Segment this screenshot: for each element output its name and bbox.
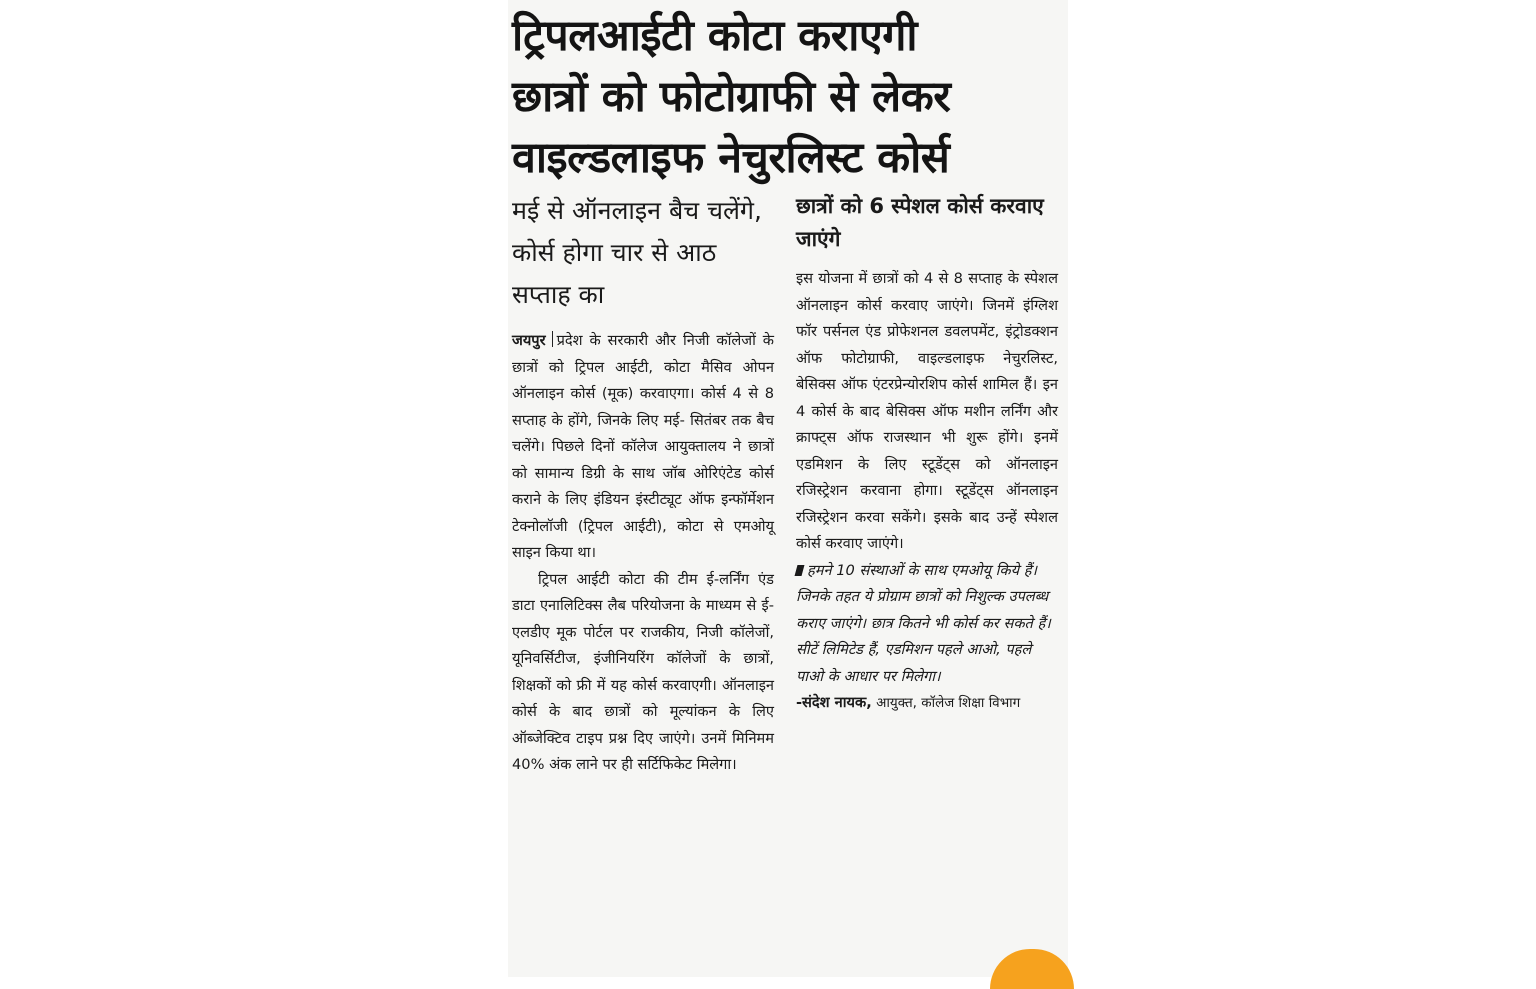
right-paragraph-1: इस योजना में छात्रों को 4 से 8 सप्ताह के स्पेशल ऑनलाइन कोर्स करवाए जाएंगे। जिनमें इंग्लिश फॉर पर्सनल एंड प्रोफेशनल डवलपमेंट, इंट्रोडक्शन ऑफ फोटोग्राफी, वाइल्डलाइफ नेचुरलिस्ट, बेसिक्स ऑफ एंटरप्रेन्योरशिप कोर्स शामिल हैं। इन 4 कोर्स के बाद बेसिक्स ऑफ मशीन लर्निंग और क्राफ्ट्स ऑफ राजस्थान भी शुरू होंगे। इनमें एडमिशन के लिए स्टूडेंट्स को ऑनलाइन रजिस्ट्रेशन करवाना होगा। स्टूडेंट्स ऑनलाइन रजिस्ट्रेशन करवा सकेंगे। इसके बाद उन्हें स्पेशल कोर्स करवाए जाएंगे। (796, 270, 1058, 552)
left-paragraph-2: ट्रिपल आईटी कोटा की टीम ई-लर्निंग एंड डाटा एनालिटिक्स लैब परियोजना के माध्यम से ई- एलडीए मूक पोर्टल पर राजकीय, निजी कॉलेजों, यूनिवर्सिटीज, इंजीनियरिंग कॉलेजों के छात्रों, शिक्षकों को फ्री में यह कोर्स करवाएगी। ऑनलाइन कोर्स के बाद छात्रों को मूल्यांकन के लिए ऑब्जेक्टिव टाइप प्रश्न दिए जाएंगे। उनमें मिनिमम 40% अंक लाने पर ही सर्टिफिकेट मिलेगा। (512, 570, 774, 773)
quote (796, 558, 1058, 691)
right-subheading: छात्रों को 6 स्पेशल कोर्स करवाए जाएंगे (796, 194, 1044, 251)
left-paragraph-1-text: प्रदेश के सरकारी और निजी कॉलेजों के छात्रों को ट्रिपल आईटी, कोटा मैसिव ओपन ऑनलाइन कोर्स (मूक) करवाएगा। कोर्स 4 से 8 सप्ताह के होंगे, जिनके लिए मई- सितंबर तक बैच चलेंगे। पिछले दिनों कॉलेज आयुक्तालय ने छात्रों को सामान्य डिग्री के साथ जॉब ओरिएंटेड कोर्स कराने के लिए इंडियन इंस्टीट्यूट ऑफ इन्फॉर्मेशन टेक्नोलॉजी (ट्रिपल आईटी), कोटा से एमओयू साइन किया था। (512, 332, 774, 561)
attribution-name: -संदेश नायक, (796, 694, 872, 711)
left-column (512, 190, 774, 779)
headline-line-2: छात्रों को फोटोग्राफी से लेकर (512, 72, 951, 122)
dateline: जयपुर (512, 332, 546, 349)
attribution-title: आयुक्त, कॉलेज शिक्षा विभाग (876, 695, 1021, 711)
headline (512, 6, 1062, 189)
left-paragraph-1 (512, 328, 774, 567)
dateline-divider (552, 331, 553, 347)
attribution (796, 690, 1058, 716)
headline-line-3: वाइल्डलाइफ नेचुरलिस्ट कोर्स (512, 133, 950, 183)
right-column (796, 190, 1058, 716)
quote-marker-icon (795, 565, 805, 576)
left-subheading: मई से ऑनलाइन बैच चलेंगे, कोर्स होगा चार से आठ सप्ताह का (512, 196, 762, 309)
quote-text: हमने 10 संस्थाओं के साथ एमओयू किये हैं। जिनके तहत ये प्रोग्राम छात्रों को निशुल्क उपलब्ध कराए जाएंगे। छात्र कितने भी कोर्स कर सकते हैं। सीटें लिमिटेड हैं, एडमिशन पहले आओ, पहले पाओ के आधार पर मिलेगा। (796, 561, 1051, 685)
headline-line-1: ट्रिपलआईटी कोटा कराएगी (512, 11, 918, 61)
